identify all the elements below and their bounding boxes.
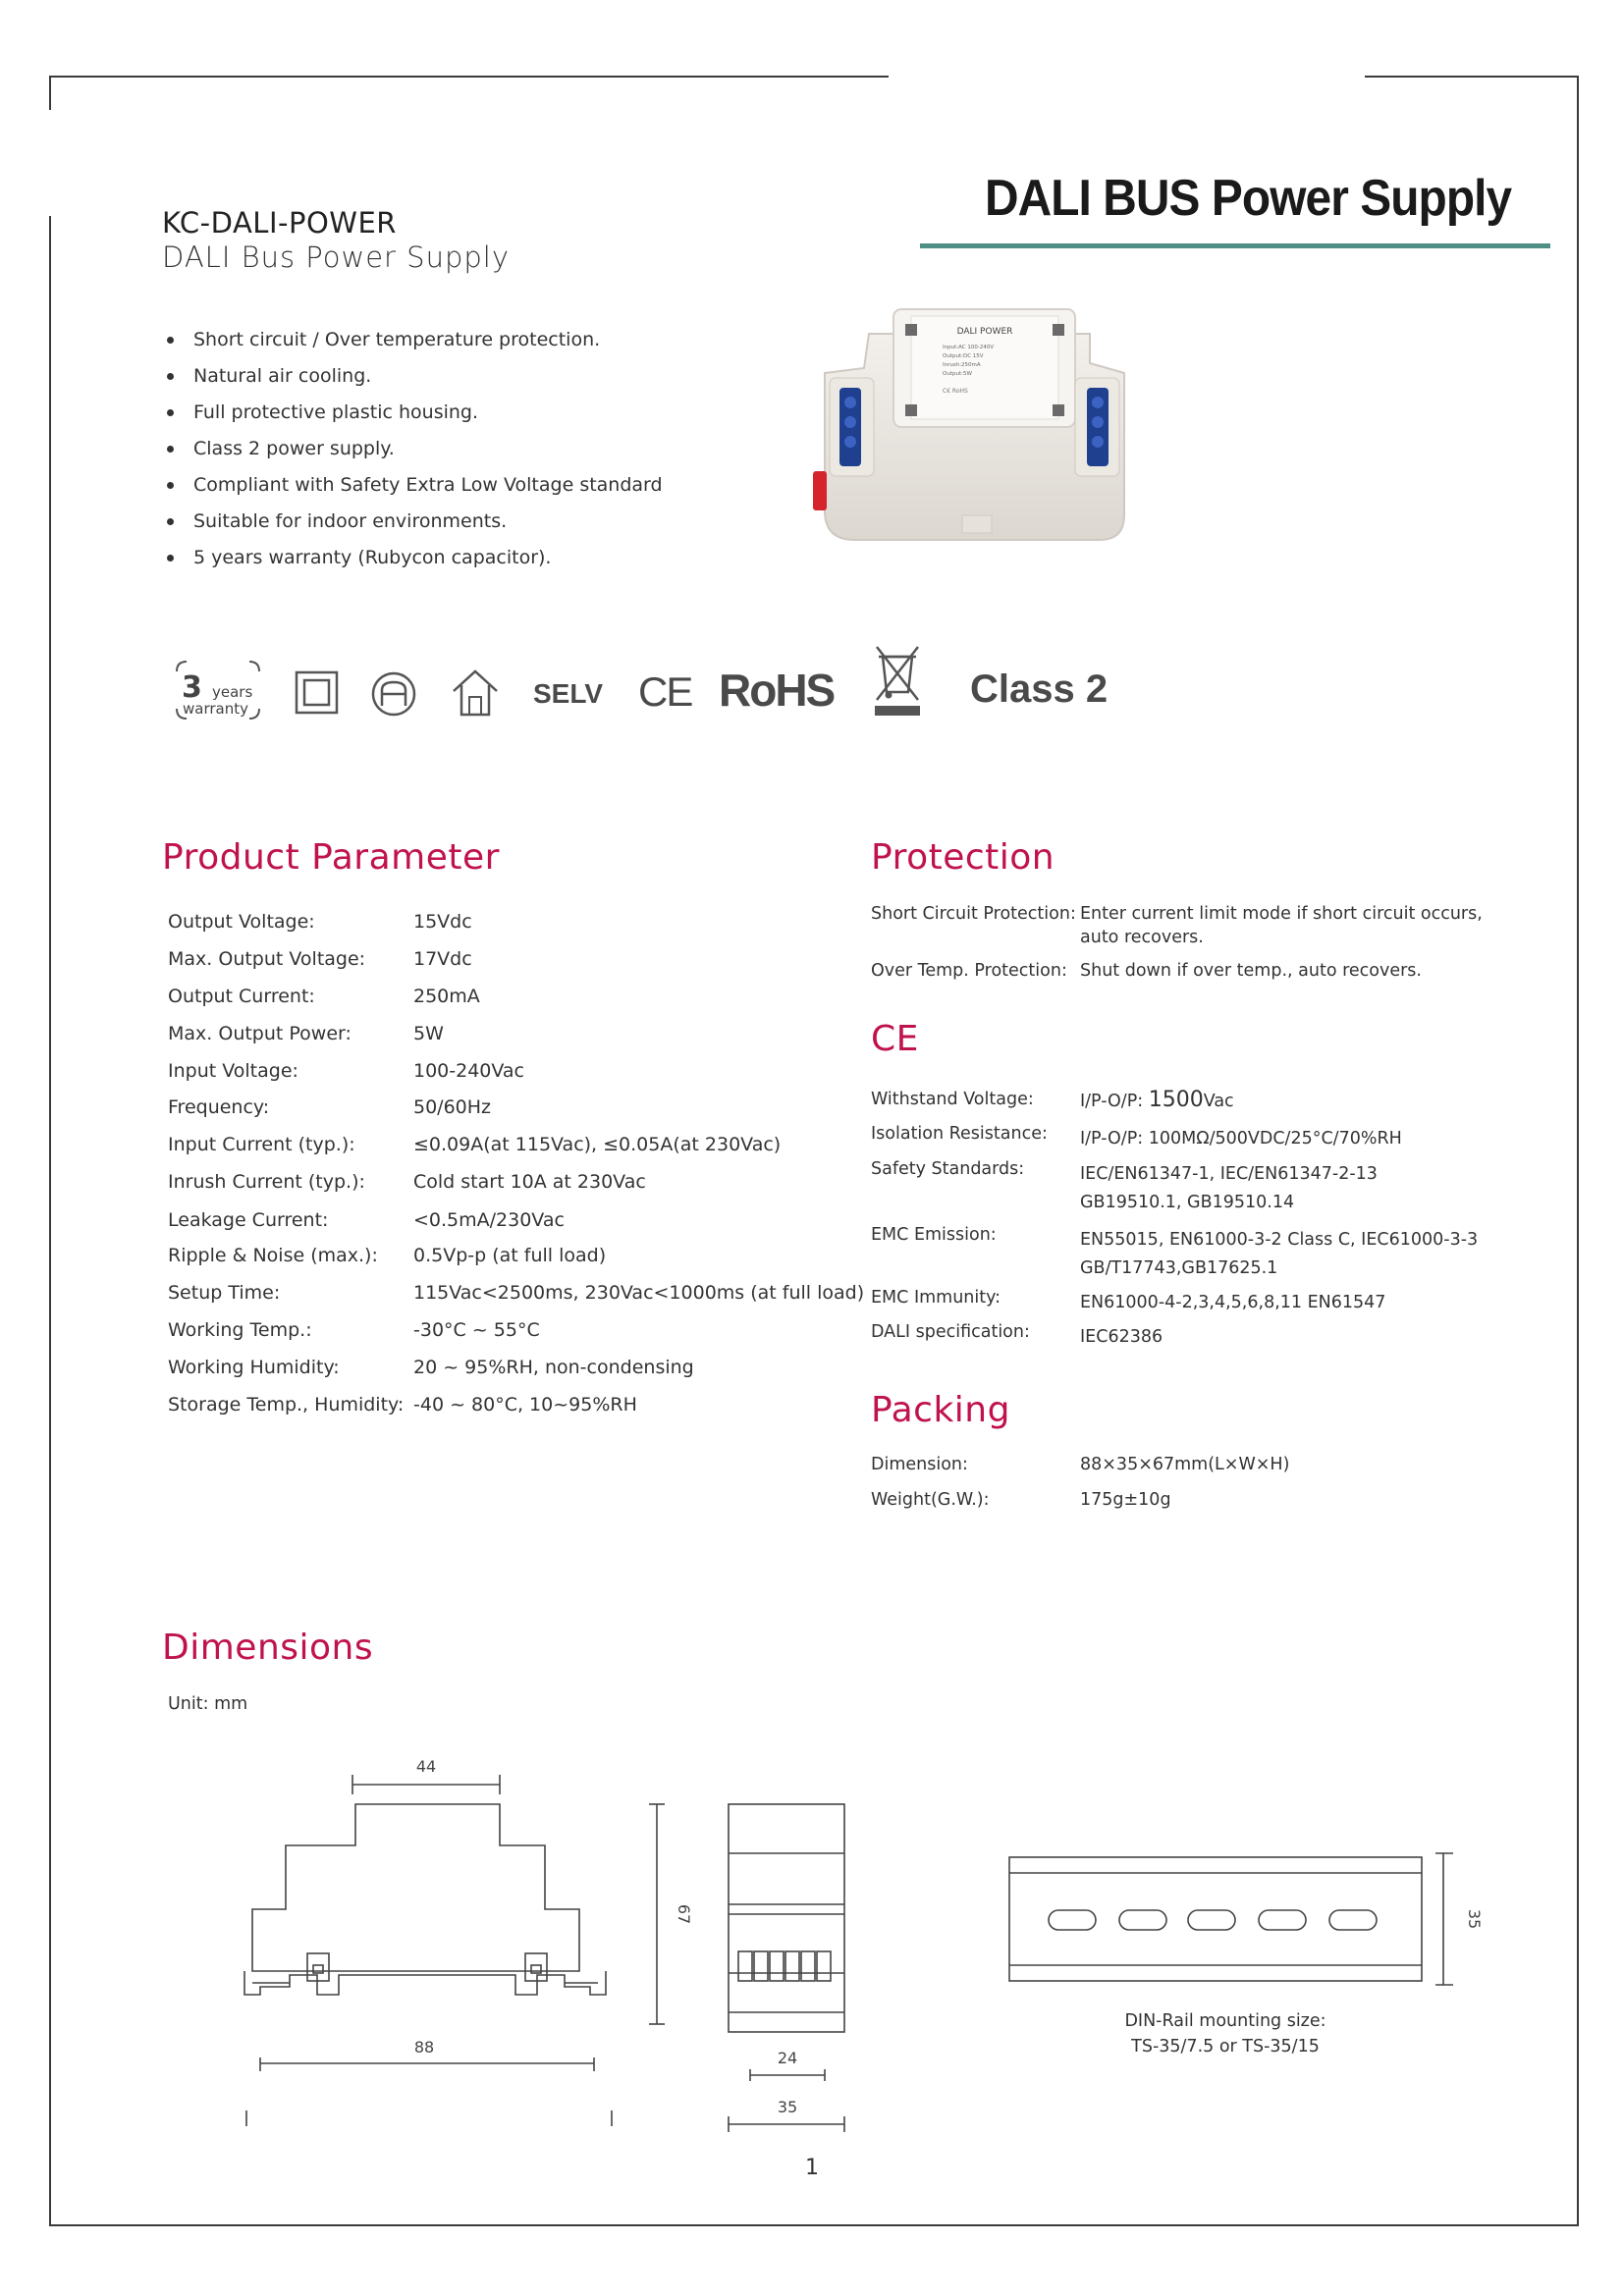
page-number: 1 [805,2156,819,2180]
feature-item: 5 years warranty (Rubycon capacitor). [167,540,756,576]
front-view-drawing [231,1747,633,2140]
dim-rail-35-label: 35 [1465,1908,1484,1930]
safety-value: IEC/EN61347-1, IEC/EN61347-2-13 [1080,1164,1378,1184]
param-label: Working Temp.: [168,1319,312,1341]
svg-text:Output:DC 15V: Output:DC 15V [943,353,984,359]
param-label: Frequency: [168,1096,270,1118]
param-value: ≤0.09A(at 115Vac), ≤0.05A(at 230Vac) [413,1134,782,1155]
banner-title: DALI BUS Power Supply [985,170,1512,227]
param-label: Leakage Current: [168,1209,329,1231]
product-parameter-title: Product Parameter [162,837,500,878]
svg-text:years: years [212,683,253,701]
warranty-badge-icon [169,658,267,726]
feature-item: Short circuit / Over temperature protection. [167,322,756,358]
param-label: Output Voltage: [168,911,315,933]
emc-emission-value-cont: GB/T17743,GB17625.1 [1080,1258,1278,1278]
dimension-label: Dimension: [871,1455,968,1474]
withstand-value: I/P-O/P: 1500Vac [1080,1088,1234,1112]
emc-immunity-label: EMC Immunity: [871,1288,1001,1308]
param-value: 15Vdc [413,911,472,933]
double-insulation-icon [295,670,339,715]
param-value: -40 ~ 80°C, 10~95%RH [413,1394,637,1415]
feature-item: Compliant with Safety Extra Low Voltage standard [167,467,756,504]
emc-emission-value: EN55015, EN61000-3-2 Class C, IEC61000-3-3 [1080,1230,1479,1250]
weight-value: 175g±10g [1080,1490,1171,1510]
feature-item: Full protective plastic housing. [167,395,756,431]
param-value: 100-240Vac [413,1060,524,1082]
emc-immunity-value: EN61000-4-2,3,4,5,6,8,11 EN61547 [1080,1293,1386,1312]
unit-label: Unit: mm [168,1694,248,1714]
frame-top-right-line [1365,76,1579,78]
withstand-label: Withstand Voltage: [871,1090,1034,1109]
param-value: 115Vac<2500ms, 230Vac<1000ms (at full load) [413,1282,865,1304]
dim-88-label: 88 [413,2038,435,2056]
param-label: Setup Time: [168,1282,281,1304]
dim-67-label: 67 [675,1903,693,1925]
param-value: 0.5Vp-p (at full load) [413,1245,607,1266]
param-value: -30°C ~ 55°C [413,1319,540,1341]
param-value: <0.5mA/230Vac [413,1209,565,1231]
dim-24-label: 24 [777,2049,798,2067]
svg-text:warranty: warranty [183,700,248,718]
param-value: Cold start 10A at 230Vac [413,1171,646,1193]
emc-emission-label: EMC Emission: [871,1225,997,1245]
side-view-drawing [717,1796,864,2140]
label-title: DALI POWER [956,327,1013,337]
param-label: Working Humidity: [168,1357,340,1378]
ce-title: CE [871,1019,919,1059]
product-image [805,294,1139,550]
param-label: Input Voltage: [168,1060,298,1082]
weee-bin-icon [871,641,924,720]
product-subtitle: DALI Bus Power Supply [162,240,511,274]
param-label: Max. Output Voltage: [168,948,366,970]
svg-text:3: 3 [182,670,202,705]
dali-spec-value: IEC62386 [1080,1327,1163,1347]
class2-icon: Class 2 [970,667,1109,711]
param-value: 50/60Hz [413,1096,492,1118]
feature-item: Natural air cooling. [167,358,756,395]
over-temp-value: Shut down if over temp., auto recovers. [1080,961,1422,981]
dali-spec-label: DALI specification: [871,1322,1030,1342]
rail-caption: DIN-Rail mounting size: TS-35/7.5 or TS-35/15 [1124,2011,1326,2056]
short-circuit-value-cont: auto recovers. [1080,928,1204,947]
dimensions-title: Dimensions [162,1628,374,1668]
param-label: Ripple & Noise (max.): [168,1245,378,1266]
param-value: 250mA [413,986,480,1007]
safety-value-cont: GB19510.1, GB19510.14 [1080,1193,1295,1212]
short-circuit-label: Short Circuit Protection: [871,904,1076,924]
over-temp-label: Over Temp. Protection: [871,961,1067,981]
selv-icon: SELV [533,678,604,709]
isolation-value: I/P-O/P: 100MΩ/500VDC/25°C/70%RH [1080,1129,1402,1148]
feature-item: Suitable for indoor environments. [167,504,756,540]
height-dimension [643,1796,702,2032]
dimension-value: 88×35×67mm(L×W×H) [1080,1455,1290,1474]
ce-icon: CE [638,668,692,715]
dim-44-label: 44 [415,1757,437,1776]
param-label: Max. Output Power: [168,1023,352,1044]
packing-title: Packing [871,1390,1010,1430]
svg-text:C€ RoHS: C€ RoHS [943,388,968,395]
feature-item: Class 2 power supply. [167,431,756,467]
param-label: Input Current (typ.): [168,1134,355,1155]
frame-left-line-top [49,76,51,110]
f-mark-icon [370,670,417,718]
param-label: Storage Temp., Humidity: [168,1394,405,1415]
frame-left-line [49,216,51,2226]
short-circuit-value: Enter current limit mode if short circuit occurs, [1080,904,1483,924]
param-value: 20 ~ 95%RH, non-condensing [413,1357,694,1378]
safety-label: Safety Standards: [871,1159,1025,1179]
protection-title: Protection [871,837,1055,878]
svg-text:Output:5W: Output:5W [943,371,972,377]
weight-label: Weight(G.W.): [871,1490,990,1510]
feature-list [167,322,756,576]
param-value: 5W [413,1023,444,1044]
indoor-house-icon [450,667,501,719]
param-label: Inrush Current (typ.): [168,1171,365,1193]
param-label: Output Current: [168,986,315,1007]
rohs-icon: RoHS [719,665,835,716]
model-number: KC-DALI-POWER [162,206,397,240]
param-value: 17Vdc [413,948,472,970]
frame-bottom-line [49,2224,1579,2226]
svg-text:Input:AC 100-240V: Input:AC 100-240V [943,345,995,350]
din-rail-drawing [1001,1845,1512,1993]
frame-right-line [1577,76,1579,2226]
banner-rule [920,243,1550,248]
dim-35-label: 35 [777,2098,798,2116]
frame-top-left-line [49,76,889,78]
isolation-label: Isolation Resistance: [871,1124,1048,1144]
svg-text:Inrush:250mA: Inrush:250mA [943,362,981,368]
